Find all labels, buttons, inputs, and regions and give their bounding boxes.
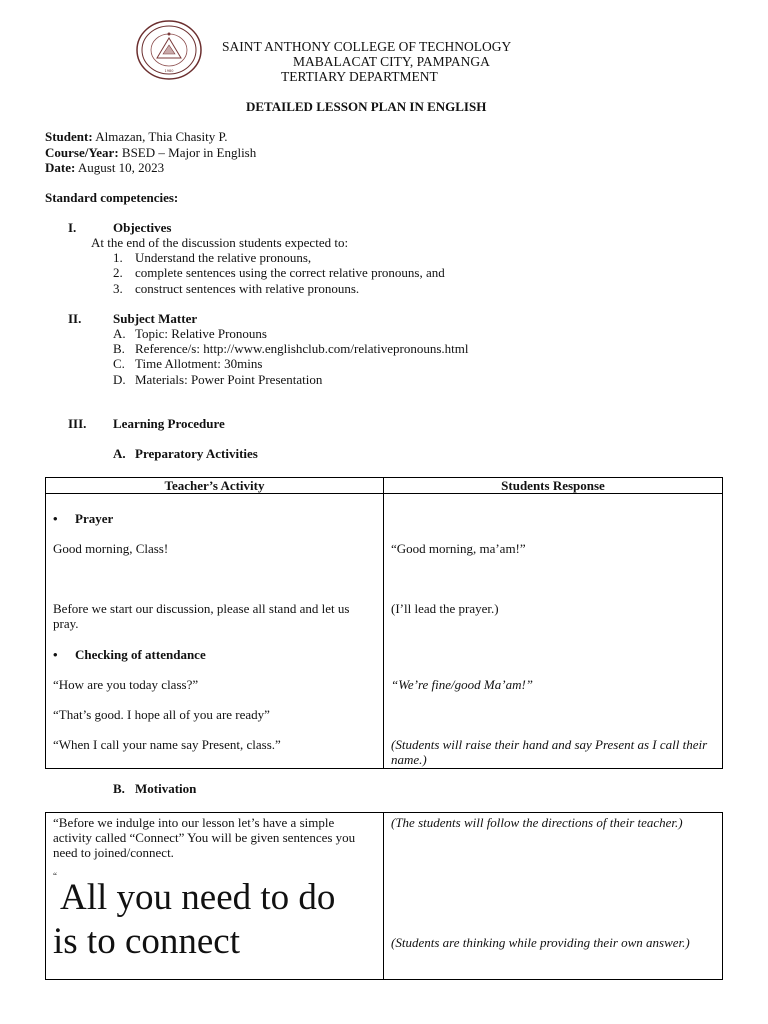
teacher-activity-cell <box>46 494 384 769</box>
procedure-numeral: III. <box>68 416 87 431</box>
section-b-letter: B. <box>113 781 125 796</box>
table-body-row <box>46 494 723 769</box>
objective-text-2: complete sentences using the correct relative pronouns, and <box>135 265 445 280</box>
school-seal-logo <box>136 20 202 80</box>
subject-letter-b: B. <box>113 341 125 356</box>
how-are-you-text: “How are you today class?” <box>53 677 199 692</box>
motivation-table <box>45 812 723 980</box>
objective-text-3: construct sentences with relative pronouns. <box>135 281 360 296</box>
school-name: SAINT ANTHONY COLLEGE OF TECHNOLOGY <box>222 39 512 54</box>
prayer-heading: • Prayer <box>75 511 113 527</box>
greeting-text: Good morning, Class! <box>53 541 169 556</box>
student-label: Student: <box>45 129 93 144</box>
motivation-response-1: (The students will follow the directions of their teacher.) <box>391 815 683 830</box>
student-value: Almazan, Thia Chasity P. <box>95 129 228 144</box>
document-title: DETAILED LESSON PLAN IN ENGLISH <box>246 99 487 114</box>
motivation-teacher-cell <box>46 813 384 980</box>
subject-letter-d: D. <box>113 372 126 387</box>
header-students-response: Students Response <box>384 478 723 494</box>
course-label: Course/Year: <box>45 145 119 160</box>
date-value: August 10, 2023 <box>77 160 165 175</box>
objectives-numeral: I. <box>68 220 77 235</box>
procedure-title: Learning Procedure <box>113 416 225 431</box>
motivation-response-2: (Students are thinking while providing their own answer.) <box>391 935 690 950</box>
subject-reference: Reference/s: http://www.englishclub.com/relativepronouns.html <box>135 341 469 356</box>
students-response-cell <box>384 494 723 769</box>
standard-competencies: Standard competencies: <box>45 190 179 205</box>
course-value: BSED – Major in English <box>121 145 257 160</box>
subject-numeral: II. <box>68 311 82 326</box>
motivation-big-text: All you need to do is to connect <box>53 877 336 962</box>
subject-letter-a: A. <box>113 326 126 341</box>
date-line <box>45 160 164 176</box>
objectives-intro: At the end of the discussion students expected to: <box>91 235 349 250</box>
attendance-heading: • Checking of attendance <box>75 647 206 663</box>
objective-num-2: 2. <box>113 265 123 280</box>
subject-letter-c: C. <box>113 356 125 371</box>
objectives-title: Objectives <box>113 220 172 235</box>
motivation-row <box>46 813 723 980</box>
svg-text:1980: 1980 <box>164 69 174 73</box>
objective-text-1: Understand the relative pronouns, <box>135 250 312 265</box>
thats-good-text: “That’s good. I hope all of you are ready” <box>53 707 270 722</box>
school-city: MABALACAT CITY, PAMPANGA <box>293 54 490 69</box>
header-teacher-activity: Teacher’s Activity <box>46 478 384 494</box>
how-response: “We’re fine/good Ma’am!” <box>391 677 534 692</box>
greeting-response: “Good morning, ma’am!” <box>391 541 526 556</box>
call-name-text: “When I call your name say Present, class.” <box>53 737 281 752</box>
school-department: TERTIARY DEPARTMENT <box>281 69 438 84</box>
student-line <box>45 129 228 145</box>
pray-response: (I’ll lead the prayer.) <box>391 601 499 616</box>
objective-num-3: 3. <box>113 281 123 296</box>
section-b-title: Motivation <box>135 781 197 796</box>
table-header-row <box>46 478 723 494</box>
preparatory-activities-table <box>45 477 723 769</box>
motivation-activity-text: “Before we indulge into our lesson let’s have a simple activity called “Connect” You will be given sentences you need to joined/connect. <box>53 815 356 860</box>
section-a-title: Preparatory Activities <box>135 446 258 461</box>
date-label: Date: <box>45 160 76 175</box>
pray-instruction: Before we start our discussion, please all stand and let us pray. <box>53 601 350 631</box>
motivation-small-quote: “ <box>53 871 57 881</box>
subject-title: Subject Matter <box>113 311 198 326</box>
objective-num-1: 1. <box>113 250 123 265</box>
course-line <box>45 145 256 161</box>
subject-time: Time Allotment: 30mins <box>135 356 263 371</box>
call-response: (Students will raise their hand and say Present as I call their name.) <box>391 737 708 767</box>
subject-materials: Materials: Power Point Presentation <box>135 372 323 387</box>
subject-topic: Topic: Relative Pronouns <box>135 326 267 341</box>
motivation-response-cell <box>384 813 723 980</box>
section-a-letter: A. <box>113 446 126 461</box>
